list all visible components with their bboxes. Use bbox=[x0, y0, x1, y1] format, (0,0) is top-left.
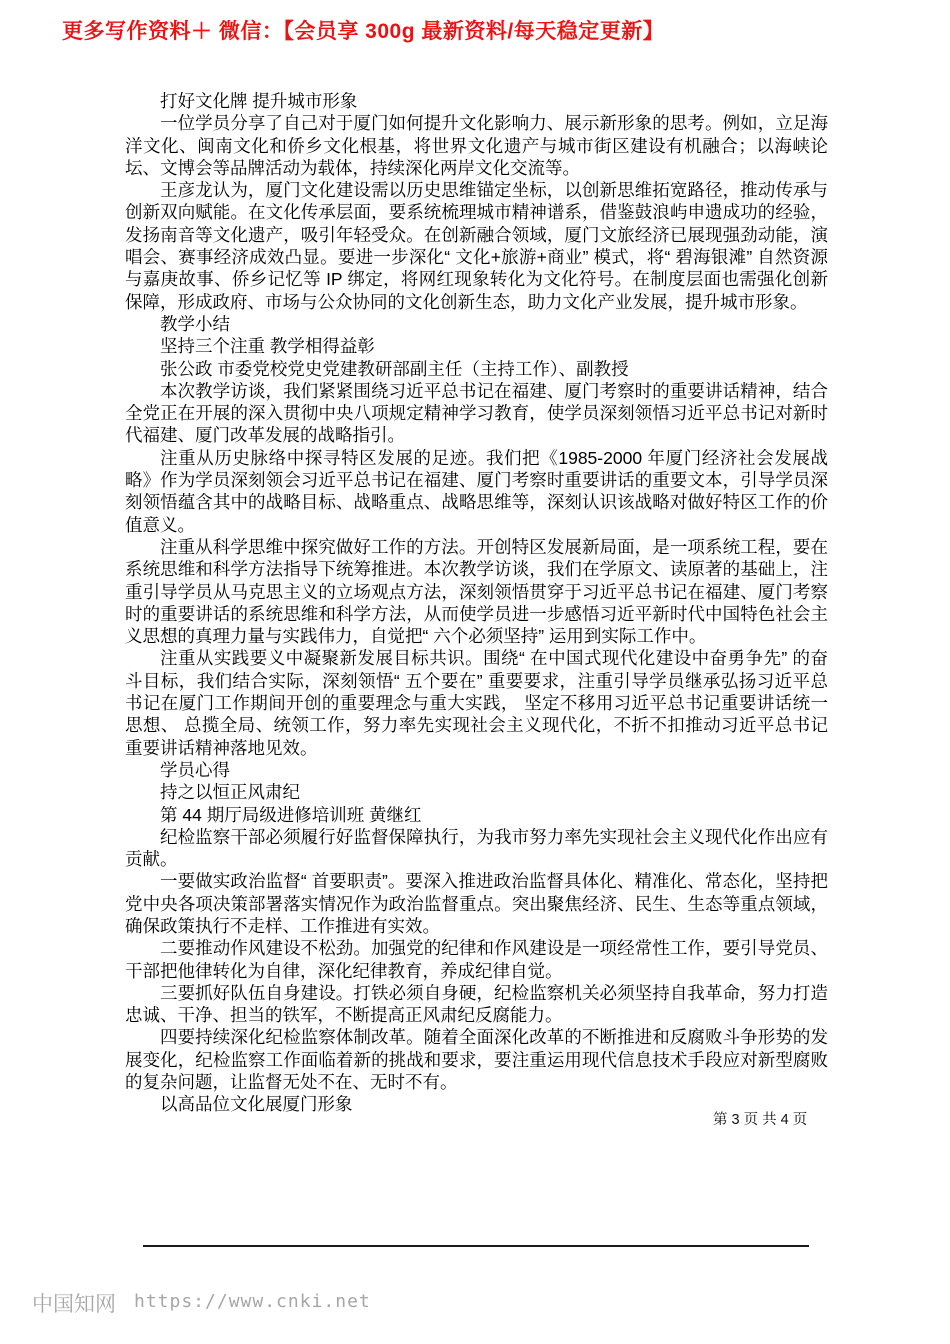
paragraph: 教学小结 bbox=[160, 313, 230, 334]
paragraph: 注重从实践要义中凝聚新发展目标共识。围绕“ 在中国式现代化建设中奋勇争先” 的奋斗目标，我们结合实际，深刻领悟“ 五个要在” 重要要求，注重引导学员继承弘扬习近平总书记在厦门工作期间开创的重要理念与重大实践， 坚定不移用习近平总书记重要讲话统一思想、 总揽全局、统领工作，努力率先实现社会主义现代化，不折不扣推动习近平总书记重要讲话精神落地见效。 bbox=[125, 648, 828, 758]
paragraph: 注重从科学思维中探究做好工作的方法。开创特区发展新局面，是一项系统工程，要在系统思维和科学方法指导下统筹推进。本次教学访谈，我们在学原文、读原著的基础上，注重引导学员从马克思主义的立场观点方法，深刻领悟贯穿于习近平总书记在福建、厦门考察时的重要讲话的系统思维和科学方法，从而使学员进一步感悟习近平新时代中国特色社会主义思想的真理力量与实践伟力，自觉把“ 六个必须坚持” 运用到实际工作中。 bbox=[125, 536, 828, 647]
paragraph: 王彦龙认为，厦门文化建设需以历史思维锚定坐标，以创新思维拓宽路径，推动传承与创新双向赋能。在文化传承层面，要系统梳理城市精神谱系，借鉴鼓浪屿申遗成功的经验，发扬南音等文化遗产，吸引年轻受众。在创新融合领域，厦门文旅经济已展现强劲动能，演唱会、赛事经济成效凸显。要进一步深化“ 文化+旅游+商业” 模式，将“ 碧海银滩” 自然资源与嘉庚故事、侨乡记忆等 IP 绑定，将网红现象转化为文化符号。在制度层面也需强化创新保障，形成政府、市场与公众协同的文化创新生态，助力文化产业发展，提升城市形象。 bbox=[125, 180, 828, 312]
page-number: 第 3 页 共 4 页 bbox=[713, 1112, 808, 1128]
paragraph: 打好文化牌 提升城市形象 bbox=[160, 91, 358, 111]
paragraph: 持之以恒正风肃纪 bbox=[160, 782, 300, 803]
paragraph: 纪检监察干部必须履行好监督保障执行，为我市努力率先实现社会主义现代化作出应有贡献。 bbox=[125, 826, 828, 870]
paragraph: 四要持续深化纪检监察体制改革。随着全面深化改革的不断推进和反腐败斗争形势的发展变化，纪检监察工作面临着新的挑战和要求，要注重运用现代信息技术手段应对新型腐败的复杂问题，让监督无处不在、无时不有。 bbox=[125, 1027, 828, 1093]
paragraph: 二要推动作风建设不松劲。加强党的纪律和作风建设是一项经常性工作，要引导党员、干部把他律转化为自律，深化纪律教育，养成纪律自觉。 bbox=[125, 938, 828, 981]
cnki-watermark-brand: 中国知网 bbox=[32, 1292, 116, 1316]
paragraph: 三要抓好队伍自身建设。打铁必须自身硬，纪检监察机关必须坚持自我革命，努力打造忠诚、干净、担当的铁军，不断提高正风肃纪反腐能力。 bbox=[125, 982, 828, 1026]
footer-divider bbox=[143, 1245, 809, 1247]
paragraph: 学员心得 bbox=[160, 759, 230, 780]
paragraph: 以高品位文化展厦门形象 bbox=[160, 1094, 353, 1115]
paragraph: 一位学员分享了自己对于厦门如何提升文化影响力、展示新形象的思考。例如，立足海洋文化、闽南文化和侨乡文化根基，将世界文化遗产与城市街区建设有机融合；以海峡论坛、文博会等品牌活动为载体，持续深化两岸文化交流等。 bbox=[125, 113, 828, 178]
paragraph: 第 44 期厅局级进修培训班 黄继红 bbox=[160, 804, 422, 825]
paragraph: 坚持三个注重 教学相得益彰 bbox=[160, 336, 375, 357]
promo-header-text: 更多写作资料＋ 微信：【会员享 300g 最新资料/每天稳定更新】 bbox=[62, 20, 665, 43]
paragraph: 注重从历史脉络中探寻特区发展的足迹。我们把《1985-2000 年厦门经济社会发展战略》作为学员深刻领会习近平总书记在福建、厦门考察时重要讲话的重要文本，引导学员深刻领悟蕴含其中的战略目标、战略重点、战略思维等，深刻认识该战略对做好特区工作的价值意义。 bbox=[125, 447, 828, 535]
paragraph: 张公政 市委党校党史党建教研部副主任（主持工作）、副教授 bbox=[160, 358, 629, 379]
cnki-watermark-url: https://www.cnki.net bbox=[134, 1291, 371, 1312]
paragraph: 一要做实政治监督“ 首要职责”。要深入推进政治监督具体化、精准化、常态化，坚持把党中央各项决策部署落实情况作为政治监督重点。突出聚焦经济、民生、生态等重点领域，确保政策执行不走样、工作推进有实效。 bbox=[125, 871, 828, 936]
paragraph: 本次教学访谈，我们紧紧围绕习近平总书记在福建、厦门考察时的重要讲话精神，结合全党正在开展的深入贯彻中央八项规定精神学习教育，使学员深刻领悟习近平总书记对新时代福建、厦门改革发展的战略指引。 bbox=[125, 380, 828, 446]
document-body bbox=[125, 90, 828, 1116]
